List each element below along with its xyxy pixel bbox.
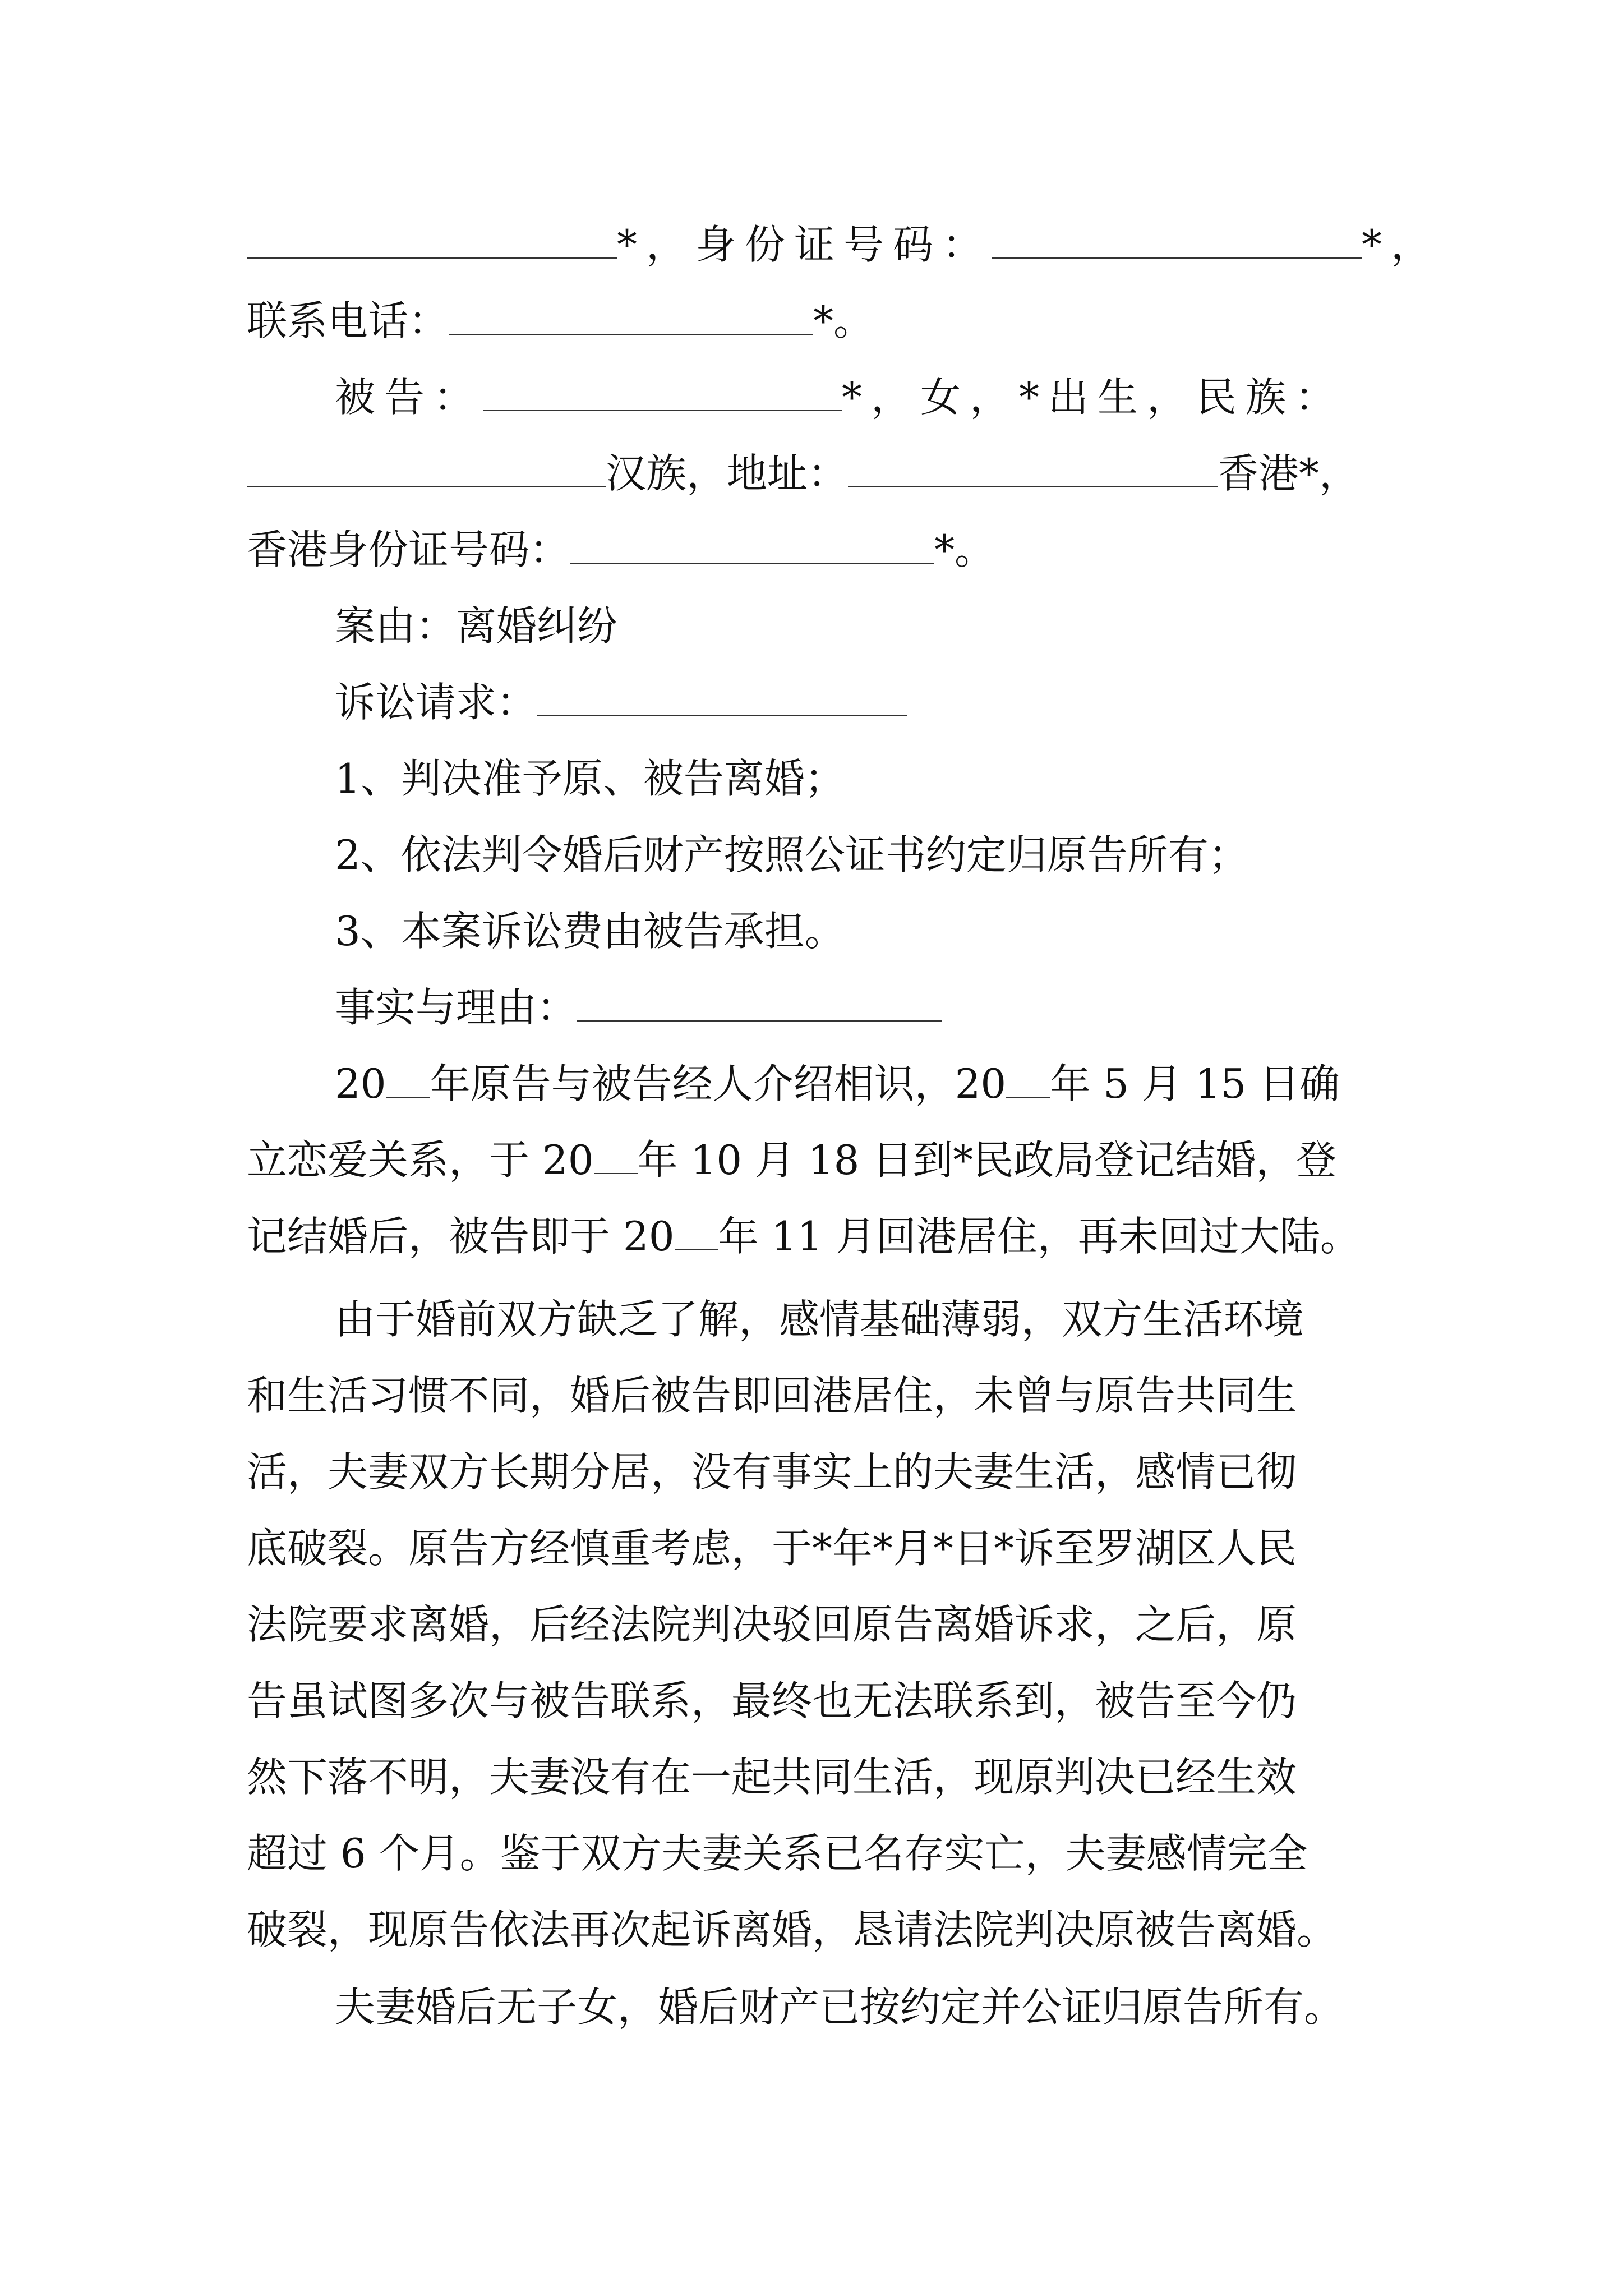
paragraph-line: 破裂，现原告依法再次起诉离婚，恳请法院判决原被告离婚。 bbox=[247, 1906, 1338, 1953]
line-hk-id bbox=[247, 512, 1385, 588]
line-text: 年 5 月 15 日确 bbox=[1050, 1060, 1340, 1107]
line-text: *。 bbox=[934, 526, 995, 573]
paragraph-line: 超过 6 个月。鉴于双方夫妻关系已名存实亡，夫妻感情完全 bbox=[247, 1830, 1308, 1877]
blank-field bbox=[577, 989, 942, 1022]
claim-item: 3、本案诉讼费由被告承担。 bbox=[335, 908, 845, 955]
blank-field bbox=[483, 379, 842, 411]
line-text: *， bbox=[1362, 221, 1441, 268]
blank-field bbox=[992, 226, 1362, 259]
paragraph-line bbox=[247, 1122, 1385, 1198]
line-text: 诉讼请求： bbox=[335, 679, 537, 726]
paragraph-line: 活，夫妻双方长期分居，没有事实上的夫妻生活，感情已彻 bbox=[247, 1448, 1297, 1496]
line-text: 记结婚后，被告即于 20 bbox=[247, 1213, 675, 1260]
blank-field bbox=[449, 302, 813, 335]
line-text: 年 10 月 18 日到*民政局登记结婚，登 bbox=[637, 1137, 1337, 1184]
claim-item: 2、依法判令婚后财产按照公证书约定归原告所有； bbox=[335, 831, 1249, 878]
paragraph-line: 告虽试图多次与被告联系，最终也无法联系到，被告至今仍 bbox=[247, 1677, 1297, 1724]
line-text: 20 bbox=[335, 1060, 386, 1107]
blank-field bbox=[247, 455, 606, 487]
blank-field bbox=[1006, 1065, 1050, 1098]
line-text: *。 bbox=[813, 297, 874, 344]
blank-field bbox=[386, 1065, 430, 1098]
paragraph-line: 底破裂。原告方经慎重考虑，于*年*月*日*诉至罗湖区人民 bbox=[247, 1525, 1297, 1572]
blank-field bbox=[594, 1142, 638, 1174]
line-text: 年 11 月回港居住，再未回过大陆。 bbox=[718, 1213, 1361, 1260]
line-text: 立恋爱关系，于 20 bbox=[247, 1137, 594, 1184]
line-text: 联系电话： bbox=[247, 297, 449, 344]
line-defendant bbox=[335, 359, 1385, 435]
line-id-number bbox=[247, 206, 1441, 283]
paragraph-line: 夫妻婚后无子女，婚后财产已按约定并公证归原告所有。 bbox=[335, 1984, 1345, 2031]
paragraph-line: 然下落不明，夫妻没有在一起共同生活，现原判决已经生效 bbox=[247, 1754, 1297, 1801]
line-facts-heading bbox=[335, 969, 1385, 1046]
line-text: 香港*， bbox=[1218, 450, 1360, 497]
blank-field bbox=[570, 531, 934, 564]
claim-item: 1、判决准予原、被告离婚； bbox=[335, 755, 845, 802]
blank-field bbox=[675, 1218, 718, 1250]
paragraph-line: 法院要求离婚，后经法院判决驳回原告离婚诉求，之后，原 bbox=[247, 1601, 1297, 1648]
line-contact-phone bbox=[247, 283, 1385, 359]
paragraph-line: 和生活习惯不同，婚后被告即回港居住，未曾与原告共同生 bbox=[247, 1372, 1297, 1419]
line-text: 年原告与被告经人介绍相识，20 bbox=[430, 1060, 1007, 1107]
line-text: 汉族，地址： bbox=[606, 450, 849, 497]
line-text: 被告： bbox=[335, 374, 483, 421]
line-case-cause: 案由：离婚纠纷 bbox=[335, 602, 618, 650]
line-claims-heading bbox=[335, 664, 1385, 740]
line-text: *，女，*出生，民族： bbox=[842, 374, 1345, 421]
line-text: 事实与理由： bbox=[335, 984, 578, 1031]
line-text: 香港身份证号码： bbox=[247, 526, 570, 573]
line-ethnicity-address bbox=[247, 435, 1385, 512]
paragraph-line bbox=[247, 1198, 1385, 1274]
paragraph-line: 由于婚前双方缺乏了解，感情基础薄弱，双方生活环境 bbox=[335, 1296, 1304, 1343]
line-text: *，身份证号码： bbox=[617, 221, 992, 268]
blank-field bbox=[537, 684, 907, 716]
blank-field bbox=[247, 226, 617, 259]
paragraph-line bbox=[335, 1046, 1385, 1122]
blank-field bbox=[848, 455, 1218, 487]
